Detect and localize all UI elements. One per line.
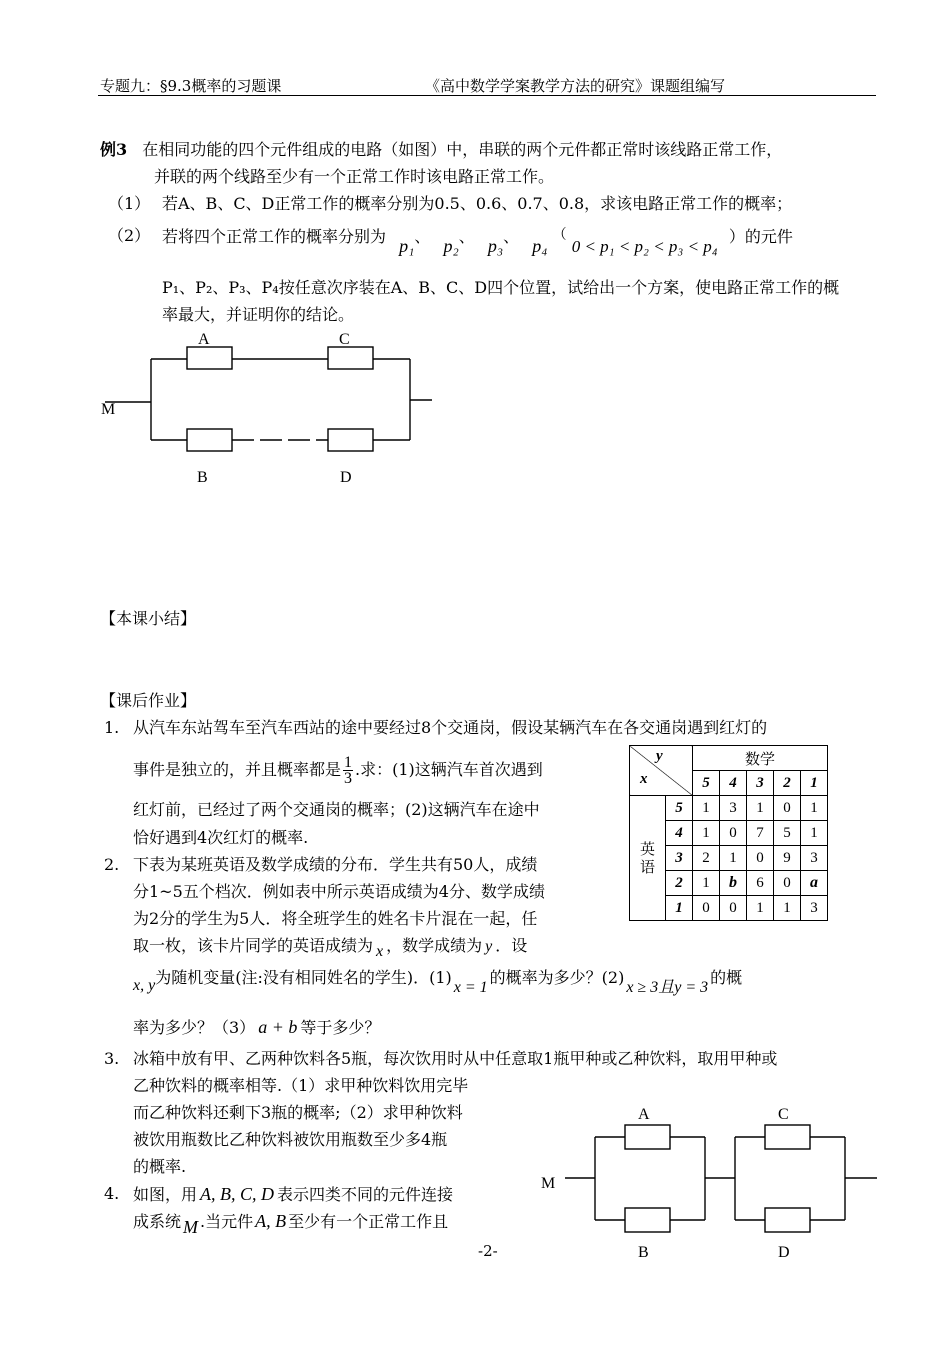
table-cell: 0: [720, 821, 747, 846]
table-cell: b: [720, 871, 747, 896]
table-cell: 1: [693, 796, 720, 821]
table-cell: 2: [693, 846, 720, 871]
table-cell: 3: [720, 796, 747, 821]
label-B: B: [197, 469, 208, 486]
math-group-header: 数学: [693, 746, 828, 771]
row-header: 5: [666, 796, 693, 821]
example3-line1: 例3 在相同功能的四个元件组成的电路（如图）中，串联的两个元件都正常时该线路正常工作，: [100, 140, 783, 159]
table-cell: 1: [774, 896, 801, 921]
hw3-line4: 被饮用瓶数比乙种饮料被饮用瓶数至少多4瓶: [133, 1130, 448, 1149]
label-A-2: A: [638, 1106, 650, 1123]
table-cell: 1: [801, 821, 828, 846]
row-header: 2: [666, 871, 693, 896]
table-cell: 0: [774, 871, 801, 896]
hw1-line2: 事件是独立的，并且概率都是 $\frac{1}{3}$ .求：(1)这辆汽车首次遇到: [133, 754, 543, 787]
table-cell: 0: [720, 896, 747, 921]
q2-number: （2）: [108, 226, 151, 245]
label-A: A: [198, 331, 210, 348]
hw4-line1: 如图，用 A, B, C, D 表示四类不同的元件连接: [133, 1184, 454, 1204]
hw1-line1: 从汽车东站驾车至汽车西站的途中要经过8个交通岗，假设某辆汽车在各交通岗遇到红灯的: [133, 718, 768, 737]
element-A-box: [187, 347, 232, 369]
table-cell: 3: [801, 846, 828, 871]
table-cell: a: [801, 871, 828, 896]
element-C-box-2: [765, 1125, 810, 1149]
table-row: [630, 796, 855, 821]
column-header: 2: [774, 771, 801, 796]
column-header: 5: [693, 771, 720, 796]
table-cell: 5: [774, 821, 801, 846]
table-cell: 7: [747, 821, 774, 846]
circuit-diagram-2: [535, 1100, 885, 1270]
header-rule: [98, 95, 876, 96]
summary-heading: 【本课小结】: [100, 609, 197, 628]
row-header: 4: [666, 821, 693, 846]
hw3-line2: 乙种饮料的概率相等.（1）求甲种饮料饮用完毕: [133, 1076, 469, 1095]
table-cell: 1: [720, 846, 747, 871]
hw4-number: 4.: [104, 1184, 120, 1203]
score-distribution-table: [629, 745, 855, 921]
hw2-line4: 取一枚，该卡片同学的英语成绩为 x ，数学成绩为 y ．设: [133, 936, 528, 960]
hw2-line1: 下表为某班英语及数学成绩的分布．学生共有50人，成绩: [133, 855, 538, 874]
table-cell: 1: [801, 796, 828, 821]
hw1-number: 1.: [104, 718, 120, 737]
table-cell: 6: [747, 871, 774, 896]
row-header: 1: [666, 896, 693, 921]
q2-line3: 率最大，并证明你的结论。: [162, 305, 355, 324]
label-M: M: [101, 401, 116, 418]
table-corner: y x: [630, 746, 693, 796]
element-C-box: [328, 347, 373, 369]
label-M-2: M: [541, 1175, 556, 1192]
hw2-line3: 为2分的学生为5人．将全班学生的姓名卡片混在一起，任: [133, 909, 538, 928]
table-cell: 1: [693, 821, 720, 846]
table-cell: 1: [747, 896, 774, 921]
label-C-2: C: [778, 1106, 789, 1123]
english-group-header: 英 语: [630, 796, 666, 921]
label-B-2: B: [638, 1244, 649, 1261]
element-B-box-2: [625, 1208, 670, 1232]
page-number: -2-: [478, 1242, 498, 1260]
hw2-line5: x, y为随机变量(注:没有相同姓名的学生)．(1)x = 1的概率为多少？(2)x ≥ 3且y = 3的概: [133, 968, 743, 996]
column-header: 1: [801, 771, 828, 796]
element-D-box: [328, 429, 373, 451]
hw3-line3: 而乙种饮料还剩下3瓶的概率;（2）求甲种饮料: [133, 1103, 463, 1122]
hw3-line1: 冰箱中放有甲、乙两种饮料各5瓶，每次饮用时从中任意取1瓶甲种或乙种饮料，取用甲种或: [133, 1049, 778, 1068]
hw3-line5: 的概率.: [133, 1157, 187, 1176]
q1-number: （1）: [108, 194, 151, 213]
q2-line1: 若将四个正常工作的概率分别为 p₁、 p₂、 p₃、 p₄ （ 0 < p₁ < p₂ < p₃ < p₄ ）的元件: [162, 227, 793, 256]
table-cell: 1: [747, 796, 774, 821]
hw2-line2: 分1~5五个档次．例如表中所示英语成绩为4分、数学成绩: [133, 882, 545, 901]
table-cell: 3: [801, 896, 828, 921]
hw1-line3: 红灯前，已经过了两个交通岗的概率；(2)这辆汽车在途中: [133, 800, 540, 819]
element-A-box-2: [625, 1125, 670, 1149]
table-cell: 1: [693, 871, 720, 896]
label-D: D: [340, 469, 352, 486]
example3-label: 例3: [100, 140, 128, 159]
hw3-number: 3.: [104, 1049, 120, 1068]
homework-heading: 【课后作业】: [100, 691, 197, 710]
label-D-2: D: [778, 1244, 790, 1261]
column-header: 3: [747, 771, 774, 796]
q2-line2: P₁、P₂、P₃、P₄按任意次序装在A、B、C、D四个位置，试给出一个方案，使电路正常工作的概: [162, 278, 840, 297]
header-left: 专题九：§9.3概率的习题课: [100, 77, 282, 95]
element-D-box-2: [765, 1208, 810, 1232]
column-header: 4: [720, 771, 747, 796]
table-cell: 9: [774, 846, 801, 871]
q1-text: 若A、B、C、D正常工作的概率分别为0.5、0.6、0.7、0.8，求该电路正常工作的概率；: [162, 194, 793, 213]
hw1-line4: 恰好遇到4次红灯的概率.: [133, 828, 309, 847]
table-cell: 0: [693, 896, 720, 921]
example3-line2: 并联的两个线路至少有一个正常工作时该电路正常工作。: [154, 167, 555, 186]
hw2-line6: 率为多少？（3） a + b 等于多少？: [133, 1017, 381, 1037]
element-B-box: [187, 429, 232, 451]
fraction-one-third: $\frac{1}{3}$: [344, 754, 353, 787]
circuit-diagram-1: [95, 325, 440, 495]
label-C: C: [339, 331, 350, 348]
table-cell: 0: [774, 796, 801, 821]
header-right: 《高中数学学案教学方法的研究》课题组编写: [425, 77, 726, 95]
hw4-line2: 成系统 M .当元件 A, B 至少有一个正常工作且: [133, 1211, 449, 1237]
hw2-number: 2.: [104, 855, 120, 874]
row-header: 3: [666, 846, 693, 871]
table-cell: 0: [747, 846, 774, 871]
